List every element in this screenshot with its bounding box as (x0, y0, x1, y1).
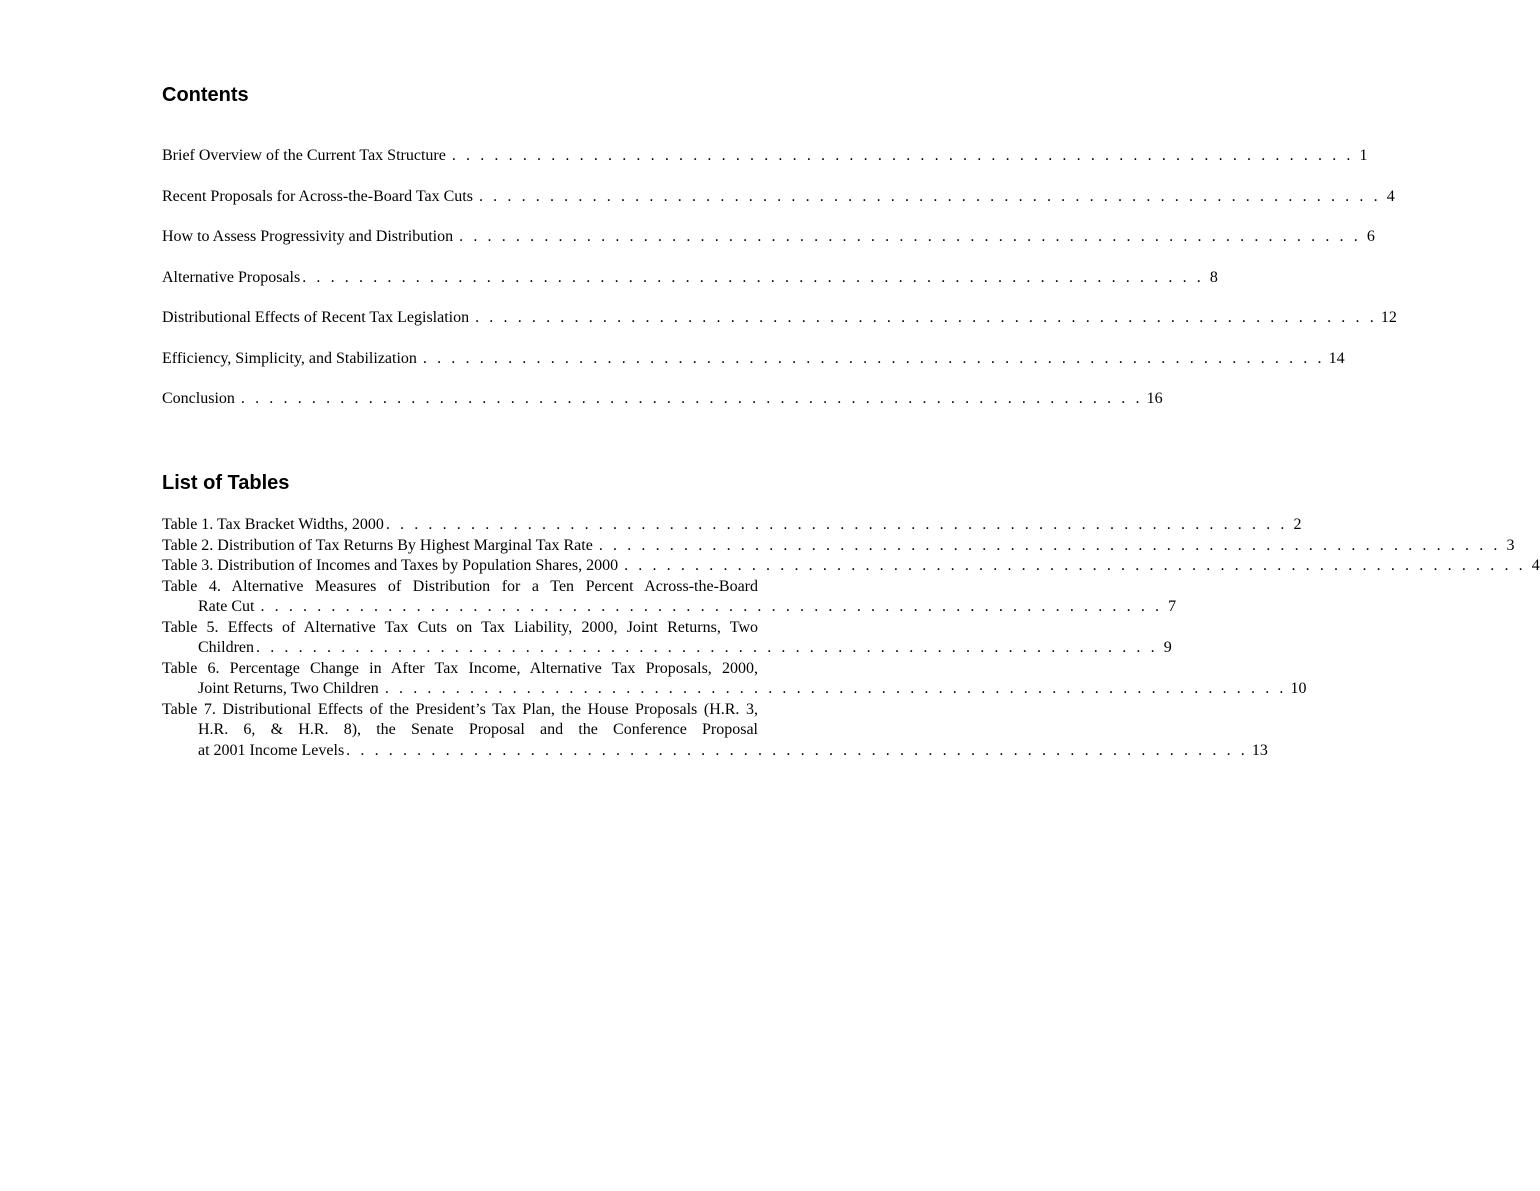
toc-entry-page: 8 (1209, 268, 1218, 286)
toc-entry-conclusion[interactable] (162, 389, 1163, 409)
table-entry-7[interactable] (162, 700, 1268, 762)
toc-entry-title: How to Assess Progressivity and Distribution (162, 228, 454, 245)
table-entry-title-cont: Rate Cut (198, 598, 255, 615)
dot-leader: . . . . . . . . . . . . . . . . . . . . . . . . . . . . . . . . . . . . . . . . . . . . . . . . . . . . . . . . . . . . . . . . (451, 147, 1354, 164)
dot-leader: . . . . . . . . . . . . . . . . . . . . . . . . . . . . . . . . . . . . . . . . . . . . . . . . . . . . . . . . . . . . . . . . (624, 557, 1526, 574)
table-entry-page: 3 (1506, 536, 1515, 554)
dot-leader: . . . . . . . . . . . . . . . . . . . . . . . . . . . . . . . . . . . . . . . . . . . . . . . . . . . . . . . . . . . . . . . . (302, 268, 1204, 286)
dot-leader: . . . . . . . . . . . . . . . . . . . . . . . . . . . . . . . . . . . . . . . . . . . . . . . . . . . . . . . . . . . . . . . . (598, 536, 1501, 554)
toc-entry-recent-proposals[interactable] (162, 187, 1395, 207)
list-of-tables-heading: List of Tables (162, 472, 290, 494)
toc-entry-page: 14 (1328, 349, 1345, 367)
table-entry-6[interactable] (162, 659, 1307, 700)
dot-leader: . . . . . . . . . . . . . . . . . . . . . . . . . . . . . . . . . . . . . . . . . . . . . . . . . . . . . . . . . . . . . . . . (240, 390, 1143, 407)
table-entry-continuation (198, 741, 1268, 762)
table-entry-title: Table 7. Distributional Effects of the President’s Tax Plan, the House Proposals (H.R. 3, H.R. 6, & H.R. 8), the Senate Proposal and the Conference Proposal (162, 700, 758, 738)
table-entry-5[interactable] (162, 618, 1172, 659)
toc-entry-progressivity[interactable] (162, 227, 1375, 247)
toc-entry-page: 1 (1359, 147, 1368, 164)
dot-leader: . . . . . . . . . . . . . . . . . . . . . . . . . . . . . . . . . . . . . . . . . . . . . . . . . . . . . . . . . . . . . . . . (256, 639, 1158, 656)
toc-entry-title: Recent Proposals for Across-the-Board Tax Cuts (162, 187, 473, 205)
table-entry-page: 7 (1168, 598, 1177, 615)
table-entry-4[interactable] (162, 577, 1177, 618)
toc-entry-title: Conclusion (162, 390, 235, 407)
table-entry-page: 4 (1531, 557, 1540, 574)
table-entry-title: Table 1. Tax Bracket Widths, 2000 (162, 516, 384, 533)
table-entry-title: Table 5. Effects of Alternative Tax Cuts on Tax Liability, 2000, Joint Returns, Two (162, 618, 758, 636)
table-entry-page: 13 (1251, 741, 1268, 759)
dot-leader: . . . . . . . . . . . . . . . . . . . . . . . . . . . . . . . . . . . . . . . . . . . . . . . . . . . . . . . . . . . . . . . . (459, 228, 1361, 245)
toc-entry-alternative-proposals[interactable] (162, 268, 1218, 288)
table-entry-title-cont: at 2001 Income Levels (198, 741, 345, 759)
table-entry-title: Table 3. Distribution of Incomes and Taxes by Population Shares, 2000 (162, 557, 619, 574)
table-entry-title-cont: Children (198, 639, 254, 656)
dot-leader: . . . . . . . . . . . . . . . . . . . . . . . . . . . . . . . . . . . . . . . . . . . . . . . . . . . . . . . . . . . . . . . . (346, 741, 1248, 759)
dot-leader: . . . . . . . . . . . . . . . . . . . . . . . . . . . . . . . . . . . . . . . . . . . . . . . . . . . . . . . . . . . . . . . . (260, 598, 1163, 615)
table-entry-title: Table 4. Alternative Measures of Distribution for a Ten Percent Across-the-Board (162, 577, 758, 595)
table-entry-1[interactable] (162, 515, 1302, 536)
table-entry-continuation (198, 679, 1307, 700)
dot-leader: . . . . . . . . . . . . . . . . . . . . . . . . . . . . . . . . . . . . . . . . . . . . . . . . . . . . . . . . . . . . . . . . (422, 349, 1325, 367)
toc-entry-page: 16 (1146, 390, 1163, 407)
list-of-tables (162, 515, 1540, 761)
toc-entry-overview[interactable] (162, 146, 1368, 166)
toc-entry-page: 4 (1386, 187, 1395, 205)
table-entry-title: Table 6. Percentage Change in After Tax Income, Alternative Tax Proposals, 2000, (162, 659, 758, 677)
toc-entry-title: Brief Overview of the Current Tax Structure (162, 147, 446, 164)
table-entry-page: 2 (1293, 516, 1302, 533)
contents-list (162, 146, 1397, 430)
toc-entry-title: Distributional Effects of Recent Tax Legislation (162, 309, 470, 326)
table-entry-page: 10 (1290, 680, 1307, 697)
table-entry-title-cont: Joint Returns, Two Children (198, 680, 379, 697)
table-entry-2[interactable] (162, 536, 1515, 557)
toc-entry-page: 6 (1366, 228, 1375, 245)
table-entry-continuation (198, 597, 1177, 618)
toc-entry-distributional-effects[interactable] (162, 308, 1397, 328)
toc-entry-efficiency[interactable] (162, 349, 1345, 369)
toc-entry-title: Efficiency, Simplicity, and Stabilization (162, 349, 417, 367)
table-entry-page: 9 (1163, 639, 1172, 656)
toc-entry-title: Alternative Proposals (162, 268, 301, 286)
table-entry-title: Table 2. Distribution of Tax Returns By Highest Marginal Tax Rate (162, 536, 593, 554)
dot-leader: . . . . . . . . . . . . . . . . . . . . . . . . . . . . . . . . . . . . . . . . . . . . . . . . . . . . . . . . . . . . . . . . (384, 680, 1287, 697)
contents-heading: Contents (162, 84, 249, 106)
dot-leader: . . . . . . . . . . . . . . . . . . . . . . . . . . . . . . . . . . . . . . . . . . . . . . . . . . . . . . . . . . . . . . . . (478, 187, 1381, 205)
dot-leader: . . . . . . . . . . . . . . . . . . . . . . . . . . . . . . . . . . . . . . . . . . . . . . . . . . . . . . . . . . . . . . . . (385, 516, 1288, 533)
toc-entry-page: 12 (1380, 309, 1397, 326)
dot-leader: . . . . . . . . . . . . . . . . . . . . . . . . . . . . . . . . . . . . . . . . . . . . . . . . . . . . . . . . . . . . . . . . (475, 309, 1377, 326)
table-entry-3[interactable] (162, 556, 1540, 577)
table-entry-continuation (198, 638, 1172, 659)
